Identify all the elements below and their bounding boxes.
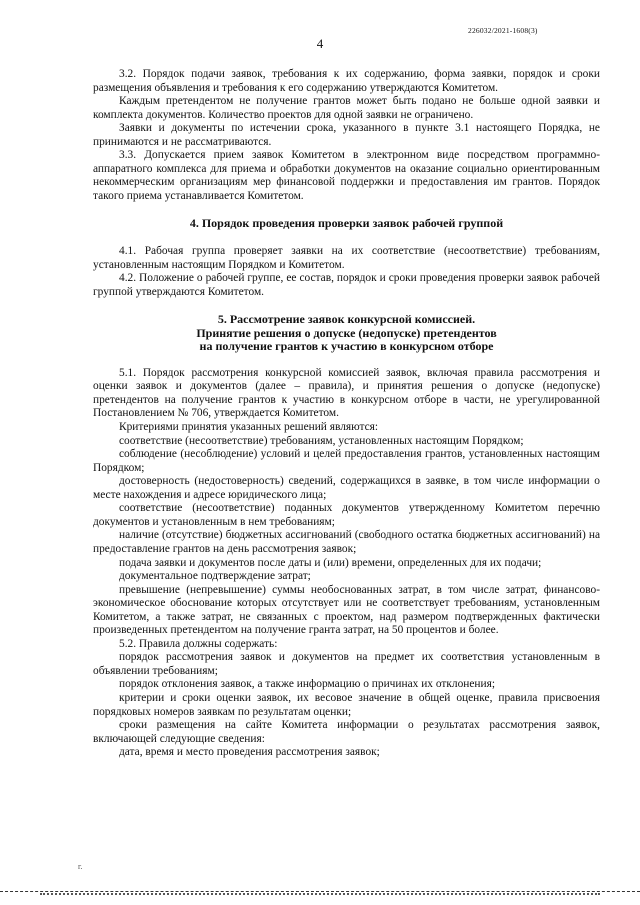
scan-artifact-line [40, 893, 600, 895]
document-body [93, 68, 600, 760]
paragraph: порядок рассмотрения заявок и документов на предмет их соответствия установленным в объявлении требованиям; [93, 651, 600, 677]
document-id: 226032/2021-1608(3) [468, 26, 538, 35]
paragraph: сроки размещения на сайте Комитета информации о результатах рассмотрения заявок, включающей следующие сведения: [93, 719, 600, 745]
paragraph: 5.2. Правила должны содержать: [119, 637, 278, 650]
paragraph: достоверность (недостоверность) сведений, содержащихся в заявке, в том числе информации о месте нахождения и адресе юридического лица; [93, 475, 600, 501]
section-5-title-line: на получение грантов к участию в конкурсном отборе [199, 339, 494, 354]
paragraph: 5.1. Порядок рассмотрения конкурсной комиссией заявок, включая правила рассмотрения и оценки заявок и документов (далее – правила), и принятия решения о допуске (недопуске) претендентов на получение грантов к участию в конкурсном отборе в части, не урегулированной Постановлением № 706, утверждается Комитетом. [93, 366, 600, 420]
paragraph: 3.2. Порядок подачи заявок, требования к их содержанию, форма заявки, порядок и сроки размещения объявления и требования к его содержанию утверждаются Комитетом. [93, 68, 600, 94]
section-4-title: 4. Порядок проведения проверки заявок рабочей группой [189, 216, 504, 231]
paragraph: дата, время и место проведения рассмотрения заявок; [119, 746, 380, 759]
footer-mark: г. [78, 862, 83, 871]
page-number: 4 [316, 36, 324, 51]
paragraph: подача заявки и документов после даты и (или) времени, определенных для их подачи; [119, 556, 542, 569]
scan-artifact-line [0, 891, 640, 892]
paragraph: документальное подтверждение затрат; [119, 570, 311, 583]
paragraph: порядок отклонения заявок, а также информацию о причинах их отклонения; [119, 678, 496, 691]
paragraph: наличие (отсутствие) бюджетных ассигнований (свободного остатка бюджетных ассигнований) на предоставление грантов на день рассмотрения заявок; [93, 529, 600, 555]
section-5-title-line: 5. Рассмотрение заявок конкурсной комиссией. [217, 312, 476, 327]
paragraph: 3.3. Допускается прием заявок Комитетом в электронном виде посредством программно-аппаратного комплекса для приема и обработки документов на оказание социально ориентированным некоммерческим организациям мер финансовой поддержки и предоставления им грантов. Порядок такого приема устанавливается Комитетом. [93, 149, 600, 202]
paragraph: критерии и сроки оценки заявок, их весовое значение в общей оценке, правила присвоения порядковых номеров заявкам по результатам оценки; [93, 691, 600, 718]
paragraph: превышение (непревышение) суммы необоснованных затрат, в том числе затрат, финансово-экономическое обоснование которых отсутствует или не соответствует требованиям, установленным Комитетом, а также затрат, не связанных с проектом, над размером подтвержденных фактически произведенных претендентом на получение гранта затрат, на 50 процентов и более. [93, 583, 600, 637]
paragraph: соответствие (несоответствие) требованиям, установленных настоящим Порядком; [119, 434, 524, 447]
paragraph: Заявки и документы по истечении срока, указанного в пункте 3.1 настоящего Порядка, не принимаются и не рассматриваются. [93, 122, 600, 148]
section-5-title-line: Принятие решения о допуске (недопуске) претендентов [196, 325, 497, 340]
paragraph: Критериями принятия указанных решений являются: [119, 421, 379, 434]
paragraph: соблюдение (несоблюдение) условий и целей предоставления грантов, установленных настоящим Порядком; [93, 448, 600, 474]
paragraph: 4.2. Положение о рабочей группе, ее состав, порядок и сроки проведения проверки заявок рабочей группой утверждаются Комитетом. [93, 272, 600, 298]
paragraph: Каждым претендентом не получение грантов может быть подано не больше одной заявки и комплекта документов. Количество проектов для одной заявки не ограничено. [93, 95, 600, 121]
paragraph: 4.1. Рабочая группа проверяет заявки на их соответствие (несоответствие) требованиям, установленным настоящим Порядком и Комитетом. [93, 245, 600, 271]
paragraph: соответствие (несоответствие) поданных документов утвержденному Комитетом перечню документов и установленным в нем требованиям; [93, 502, 600, 528]
